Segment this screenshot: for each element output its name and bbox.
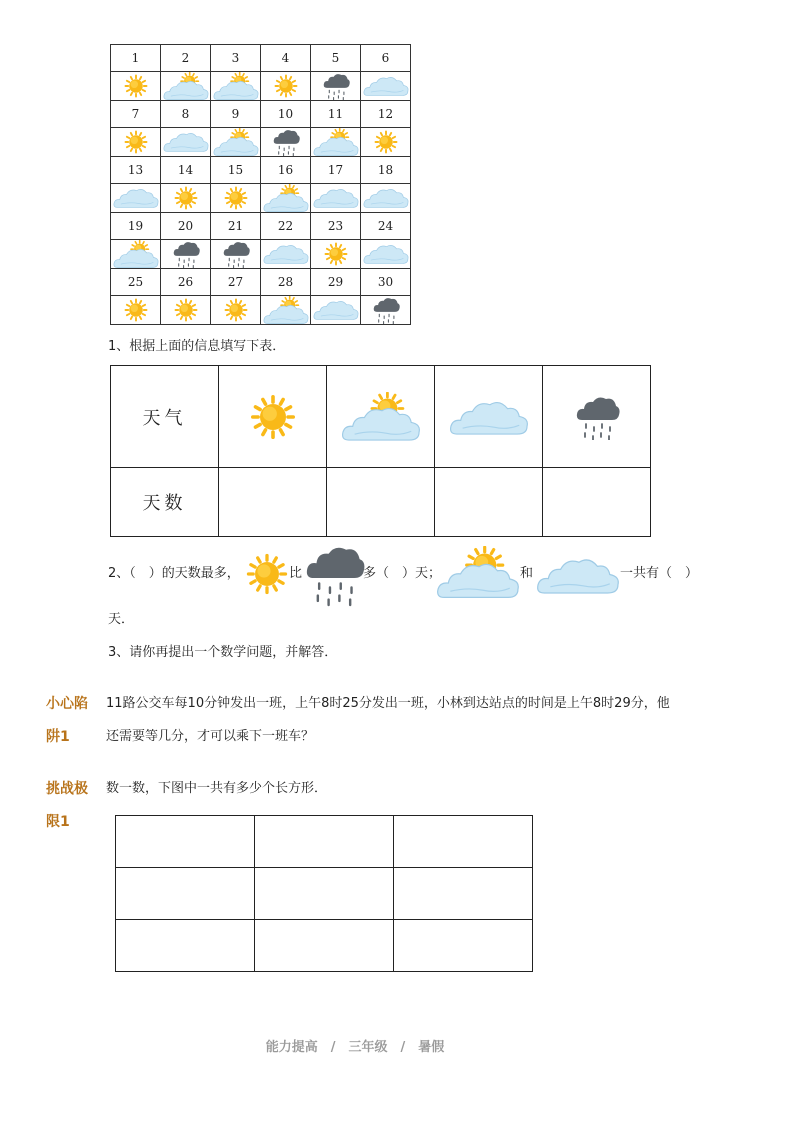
cloud-icon [161,128,211,157]
calendar-day-number: 11 [311,101,361,128]
rain-icon [261,128,311,157]
calendar-day-number: 12 [361,101,411,128]
calendar-day-number: 29 [311,269,361,296]
sun-icon [111,72,161,101]
question-2-part-d: 和 [520,566,534,581]
calendar-day-number: 7 [111,101,161,128]
days-cell-partly[interactable] [327,468,435,537]
question-2-part-a: 2、（ ）的天数最多， [108,566,240,581]
days-header: 天数 [111,468,219,537]
cloud-icon [361,72,411,101]
rain-icon [211,240,261,269]
grid-cell [394,816,533,868]
sun-icon [211,296,261,325]
calendar-day-number: 20 [161,213,211,240]
challenge-tag-line1: 挑战极 [46,781,88,797]
rectangle-grid [115,815,533,972]
days-cell-sunny[interactable] [219,468,327,537]
rain-icon [361,296,411,325]
calendar-day-number: 3 [211,45,261,72]
trap-tag-line1: 小心陷 [46,696,88,712]
sun-cloud-icon [436,589,520,608]
sun-cloud-icon [261,296,311,325]
sun-cloud-icon [211,128,261,157]
grid-cell [394,920,533,972]
cloud-icon [361,240,411,269]
sun-icon [111,128,161,157]
challenge-tag-line2: 限1 [46,814,70,830]
weather-header: 天气 [111,366,219,468]
sun-icon [111,296,161,325]
sun-icon [161,296,211,325]
sun-icon [211,184,261,213]
challenge-text: 数一数，下图中一共有多少个长方形． [106,781,328,796]
sun-icon [361,128,411,157]
calendar-day-number: 4 [261,45,311,72]
calendar-day-number: 1 [111,45,161,72]
grid-cell [255,920,394,972]
calendar-day-number: 13 [111,157,161,184]
calendar-day-number: 5 [311,45,361,72]
calendar-day-number: 14 [161,157,211,184]
sun-icon [244,582,290,601]
sun-icon [161,184,211,213]
cloud-icon [111,184,161,213]
calendar-day-number: 8 [161,101,211,128]
cloud-icon [311,296,361,325]
question-3: 3、请你再提出一个数学问题，并解答． [108,645,338,660]
page-footer: 能力提高 / 三年级 / 暑假 [265,1040,445,1055]
rain-icon [311,72,361,101]
cloud-icon [311,184,361,213]
grid-cell [116,816,255,868]
calendar-day-number: 9 [211,101,261,128]
calendar-day-number: 26 [161,269,211,296]
rain-icon [543,394,650,440]
trap-tag-line2: 阱1 [46,729,70,745]
sun-icon [261,72,311,101]
calendar-day-number: 27 [211,269,261,296]
calendar-day-number: 24 [361,213,411,240]
calendar-day-number: 18 [361,157,411,184]
weather-table [110,365,651,537]
days-cell-rain[interactable] [543,468,651,537]
calendar-day-number: 2 [161,45,211,72]
calendar-day-number: 15 [211,157,261,184]
grid-cell [394,868,533,920]
question-2-part-c: 多（ ）天； [363,566,442,581]
calendar-day-number: 23 [311,213,361,240]
cloud-icon [536,552,620,600]
sun-cloud-icon [311,128,361,157]
question-2-part-e: 一共有（ ） [620,566,699,581]
sun-cloud-icon [327,392,434,442]
calendar-day-number: 17 [311,157,361,184]
calendar-day-number: 30 [361,269,411,296]
weather-cell-cloudy [435,366,543,468]
grid-cell [255,816,394,868]
calendar-day-number: 16 [261,157,311,184]
trap-line-1: 11路公交车每10分钟发出一班，上午8时25分发出一班，小林到达站点的时间是上午8时29分，他 [106,696,670,711]
calendar-day-number: 19 [111,213,161,240]
calendar-day-number: 25 [111,269,161,296]
days-cell-cloudy[interactable] [435,468,543,537]
rain-icon [161,240,211,269]
cloud-icon [261,240,311,269]
weather-cell-rain [543,366,651,468]
cloud-icon [361,184,411,213]
rain-icon [303,592,365,611]
question-2-part-b: 比 [289,566,303,581]
calendar-day-number: 21 [211,213,261,240]
calendar-day-number: 28 [261,269,311,296]
calendar-day-number: 22 [261,213,311,240]
sun-cloud-icon [261,184,311,213]
rain-icon [303,543,365,611]
cloud-icon [536,581,620,600]
cloud-icon [435,395,542,439]
sun-cloud-icon [111,240,161,269]
grid-cell [116,920,255,972]
question-2-part-f: 天． [108,612,135,627]
sun-icon [311,240,361,269]
grid-cell [255,868,394,920]
sun-icon [244,551,290,601]
weather-cell-sunny [219,366,327,468]
calendar-day-number: 10 [261,101,311,128]
calendar-day-number: 6 [361,45,411,72]
sun-cloud-icon [161,72,211,101]
trap-line-2: 还需要等几分，才可以乘下一班车？ [106,729,315,744]
weather-cell-partly [327,366,435,468]
sun-icon [219,392,326,442]
question-1: 1、根据上面的信息填写下表． [108,339,286,354]
sun-cloud-icon [211,72,261,101]
weather-calendar [110,44,411,325]
grid-cell [116,868,255,920]
sun-cloud-icon [436,546,520,608]
